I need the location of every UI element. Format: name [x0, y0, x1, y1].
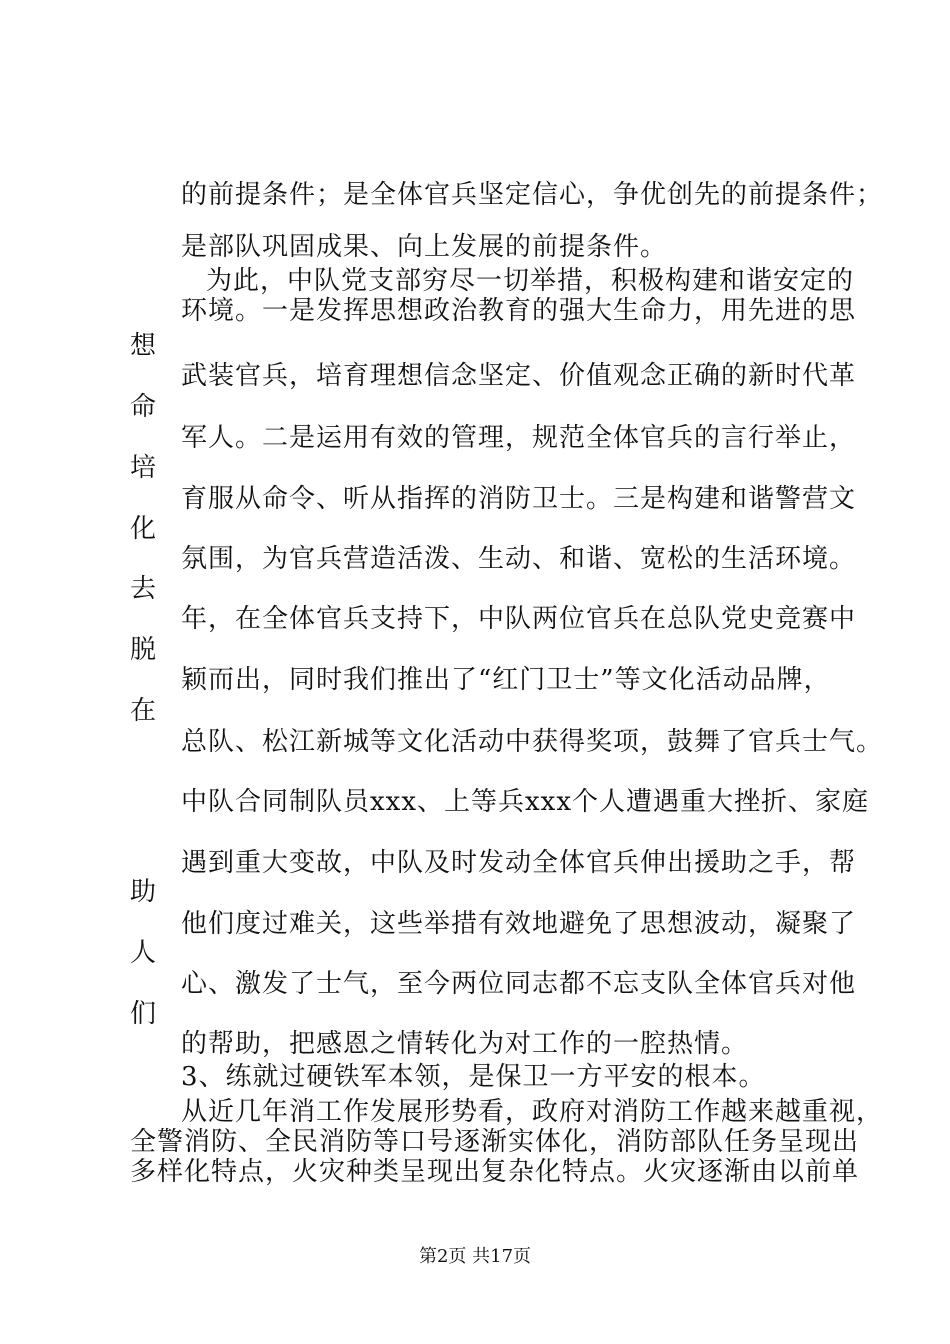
margin-character: 人	[130, 938, 157, 968]
text-line: 总队、松江新城等文化活动中获得奖项，鼓舞了官兵士气。	[181, 727, 884, 757]
text-line: 环境。一是发挥思想政治教育的强大生命力，用先进的思	[181, 296, 857, 326]
margin-character: 去	[130, 574, 157, 604]
text-line: 他们度过难关，这些举措有效地避免了思想波动，凝聚了	[181, 909, 857, 939]
text-line: 遇到重大变故，中队及时发动全体官兵伸出援助之手，帮	[181, 848, 857, 878]
text-line: 为此，中队党支部穷尽一切举措，积极构建和谐安定的	[206, 266, 855, 296]
margin-character: 想	[130, 331, 157, 361]
text-line: 武装官兵，培育理想信念坚定、价值观念正确的新时代革	[181, 361, 857, 391]
margin-character: 命	[130, 392, 157, 422]
text-line: 的帮助，把感恩之情转化为对工作的一腔热情。	[181, 1029, 749, 1059]
text-line: 中队合同制队员xxx、上等兵xxx个人遭遇重大挫折、家庭	[181, 787, 869, 817]
text-line: 多样化特点，火灾种类呈现出复杂化特点。火灾逐渐由以前单	[130, 1157, 860, 1187]
text-line: 3、练就过硬铁军本领，是保卫一方平安的根本。	[181, 1062, 766, 1092]
margin-character: 们	[130, 999, 157, 1029]
margin-character: 培	[130, 453, 157, 483]
margin-character: 脱	[130, 635, 157, 665]
text-line: 军人。二是运用有效的管理，规范全体官兵的言行举止，	[181, 423, 857, 453]
margin-character: 化	[130, 514, 157, 544]
margin-character: 在	[130, 696, 157, 726]
text-line: 氛围，为官兵营造活泼、生动、和谐、宽松的生活环境。	[181, 544, 857, 574]
text-line: 心、激发了士气，至今两位同志都不忘支队全体官兵对他	[181, 969, 857, 999]
margin-character: 助	[130, 877, 157, 907]
text-line: 颖而出，同时我们推出了“红门卫士”等文化活动品牌，	[181, 665, 831, 695]
text-line: 是部队巩固成果、向上发展的前提条件。	[181, 232, 668, 262]
page-number-footer: 第2页 共17页	[418, 1246, 532, 1267]
text-line: 年，在全体官兵支持下，中队两位官兵在总队党史竞赛中	[181, 604, 857, 634]
text-line: 全警消防、全民消防等口号逐渐实体化，消防部队任务呈现出	[130, 1127, 860, 1157]
text-line: 育服从命令、听从指挥的消防卫士。三是构建和谐警营文	[181, 484, 857, 514]
text-line: 的前提条件；是全体官兵坚定信心，争优创先的前提条件；	[181, 180, 884, 210]
text-line: 从近几年消工作发展形势看，政府对消防工作越来越重视，	[181, 1097, 884, 1127]
